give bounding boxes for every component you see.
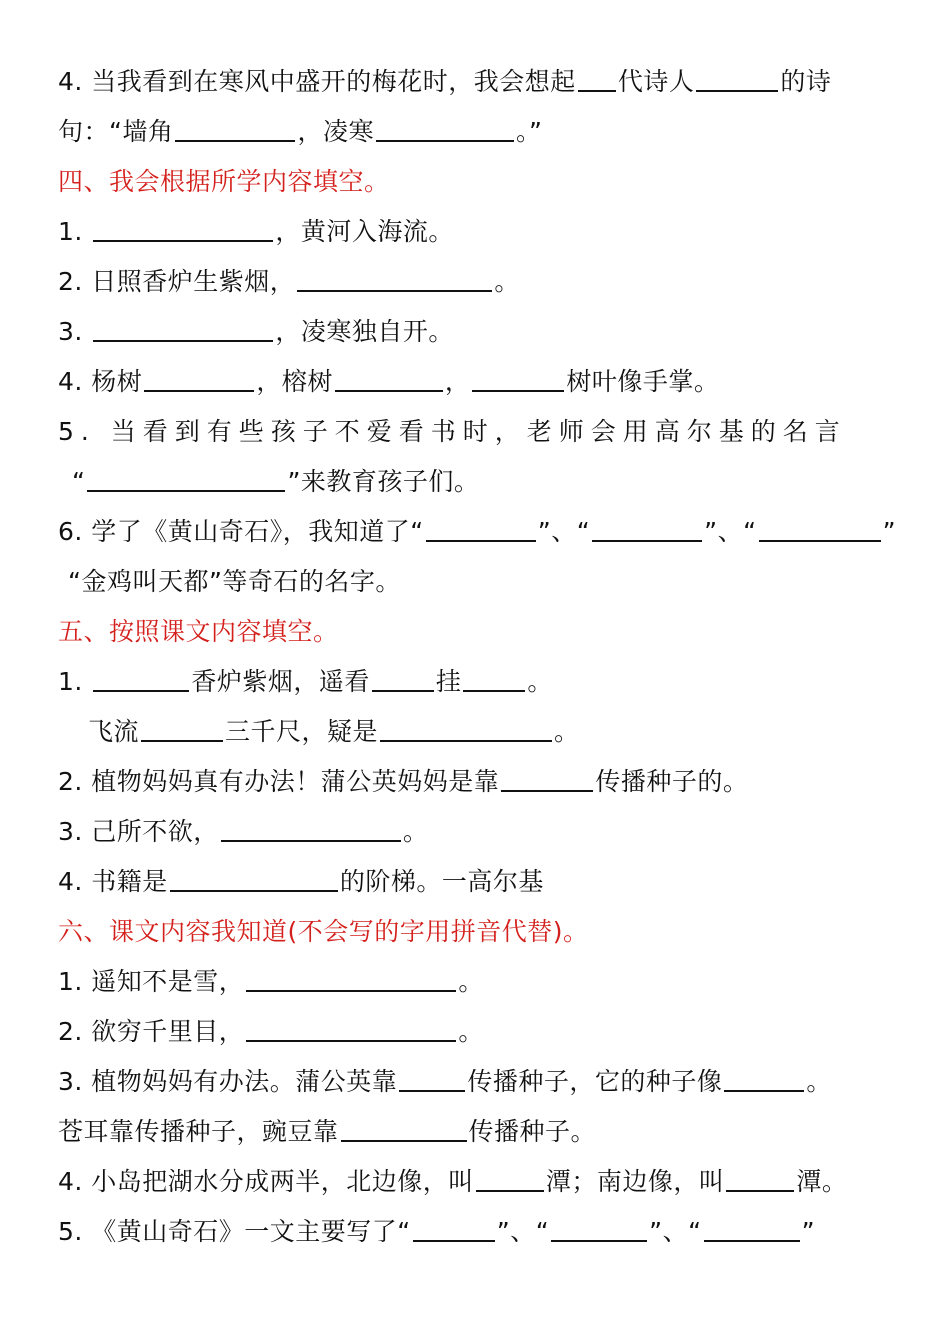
section-5-heading: 五、按照课文内容填空。 <box>58 617 339 646</box>
answer-blank[interactable] <box>759 518 881 542</box>
text: 3. <box>58 317 92 346</box>
answer-blank[interactable] <box>501 768 593 792</box>
text: 潭；南边像，叫 <box>545 1167 725 1196</box>
q4-6-line1 <box>58 510 897 554</box>
answer-blank[interactable] <box>578 68 616 92</box>
answer-blank[interactable] <box>141 718 223 742</box>
text: 。 <box>527 667 553 696</box>
q4-4 <box>58 360 892 404</box>
answer-blank[interactable] <box>246 1018 456 1042</box>
text: 飞流 <box>88 717 140 746</box>
q3-4-line1 <box>58 60 892 104</box>
text: 。 <box>402 817 429 846</box>
text: 3. 己所不欲， <box>58 817 219 846</box>
text: 传播种子的。 <box>595 767 749 796</box>
text: 4. 当我看到在寒风中盛开的梅花时，我会想起 <box>58 67 576 96</box>
text: ，凌寒独自开。 <box>275 317 454 346</box>
text: ”、“ <box>496 1217 550 1246</box>
q6-3-line1 <box>58 1060 892 1104</box>
q6-5 <box>58 1210 892 1254</box>
text: 6. 学了《黄山奇石》，我知道了“ <box>58 517 424 546</box>
answer-blank[interactable] <box>380 718 552 742</box>
text: 三千尺，疑是 <box>225 717 379 746</box>
text: ，榕树 <box>256 367 333 396</box>
answer-blank[interactable] <box>246 968 456 992</box>
text: “ <box>72 467 86 496</box>
answer-blank[interactable] <box>221 818 401 842</box>
q4-6-line2: “金鸡叫天都”等奇石的名字。 <box>68 567 401 596</box>
text: 树叶像手掌。 <box>566 367 720 396</box>
section-6-heading: 六、课文内容我知道(不会写的字用拼音代替)。 <box>58 917 589 946</box>
q4-1 <box>58 210 892 254</box>
text: 。 <box>458 967 484 996</box>
text: 传播种子。 <box>468 1117 597 1146</box>
q5-1-line2 <box>88 710 892 754</box>
text: 香炉紫烟，遥看 <box>191 667 370 696</box>
answer-blank[interactable] <box>376 118 514 142</box>
text: 传播种子，它的种子像 <box>467 1067 723 1096</box>
text: 挂 <box>435 667 462 696</box>
text: ”、“ <box>649 1217 702 1246</box>
text: 代诗人 <box>617 67 695 96</box>
text: 4. 书籍是 <box>58 867 168 896</box>
section-4-heading: 四、我会根据所学内容填空。 <box>58 167 390 196</box>
text: 2. 日照香炉生紫烟， <box>58 267 296 296</box>
answer-blank[interactable] <box>413 1218 495 1242</box>
q6-4 <box>58 1160 892 1204</box>
text: ”来教育孩子们。 <box>287 467 480 496</box>
text: 潭。 <box>796 1167 848 1196</box>
text: 1. <box>58 217 92 246</box>
text: ， <box>444 367 471 396</box>
q3-4-line2 <box>58 110 892 154</box>
text: 3. 植物妈妈有办法。蒲公英靠 <box>58 1067 398 1096</box>
answer-blank[interactable] <box>426 518 536 542</box>
answer-blank[interactable] <box>341 1118 467 1142</box>
text: ，黄河入海流。 <box>275 217 454 246</box>
answer-blank[interactable] <box>144 368 254 392</box>
q5-1-line1 <box>58 660 892 704</box>
q4-3 <box>58 310 892 354</box>
text: 1. <box>58 667 92 696</box>
text: 的阶梯。一高尔基 <box>339 867 544 896</box>
answer-blank[interactable] <box>175 118 295 142</box>
q4-2 <box>58 260 892 304</box>
text: 5. 《黄山奇石》一文主要写了“ <box>58 1217 411 1246</box>
text: 。 <box>806 1067 832 1096</box>
text: 苍耳靠传播种子，豌豆靠 <box>58 1117 339 1146</box>
text: 1. 遥知不是雪， <box>58 967 245 996</box>
answer-blank[interactable] <box>592 518 702 542</box>
text: ”、“ <box>704 517 757 546</box>
text: 4. 杨树 <box>58 367 143 396</box>
answer-blank[interactable] <box>704 1218 800 1242</box>
answer-blank[interactable] <box>726 1168 794 1192</box>
text: 4. 小岛把湖水分成两半，北边像，叫 <box>58 1167 474 1196</box>
answer-blank[interactable] <box>463 668 525 692</box>
q6-2 <box>58 1010 892 1054</box>
answer-blank[interactable] <box>93 668 189 692</box>
text: 的诗 <box>780 67 832 96</box>
text: 2. 欲穷千里目， <box>58 1017 245 1046</box>
answer-blank[interactable] <box>372 668 434 692</box>
text: 。 <box>494 267 520 296</box>
q4-5-line2 <box>72 460 892 504</box>
answer-blank[interactable] <box>297 268 492 292</box>
text: 句：“墙角 <box>58 117 174 146</box>
answer-blank[interactable] <box>87 468 285 492</box>
answer-blank[interactable] <box>93 218 273 242</box>
text: 。 <box>458 1017 484 1046</box>
answer-blank[interactable] <box>335 368 443 392</box>
q5-2 <box>58 760 892 804</box>
q6-3-line2 <box>58 1110 892 1154</box>
answer-blank[interactable] <box>399 1068 465 1092</box>
q5-3 <box>58 810 892 854</box>
text: 。 <box>554 717 580 746</box>
text: ” <box>882 517 897 546</box>
text: ，凌寒 <box>297 117 374 146</box>
text: 2. 植物妈妈真有办法！蒲公英妈妈是靠 <box>58 767 500 796</box>
q5-4 <box>58 860 892 904</box>
q4-5-line1: 5. 当看到有些孩子不爱看书时，老师会用高尔基的名言 <box>58 417 847 446</box>
answer-blank[interactable] <box>170 868 338 892</box>
answer-blank[interactable] <box>551 1218 647 1242</box>
text: ” <box>801 1217 816 1246</box>
answer-blank[interactable] <box>476 1168 544 1192</box>
answer-blank[interactable] <box>724 1068 804 1092</box>
text: 。” <box>515 117 543 146</box>
answer-blank[interactable] <box>472 368 564 392</box>
answer-blank[interactable] <box>93 318 273 342</box>
q6-1 <box>58 960 892 1004</box>
answer-blank[interactable] <box>696 68 778 92</box>
text: ”、“ <box>537 517 591 546</box>
